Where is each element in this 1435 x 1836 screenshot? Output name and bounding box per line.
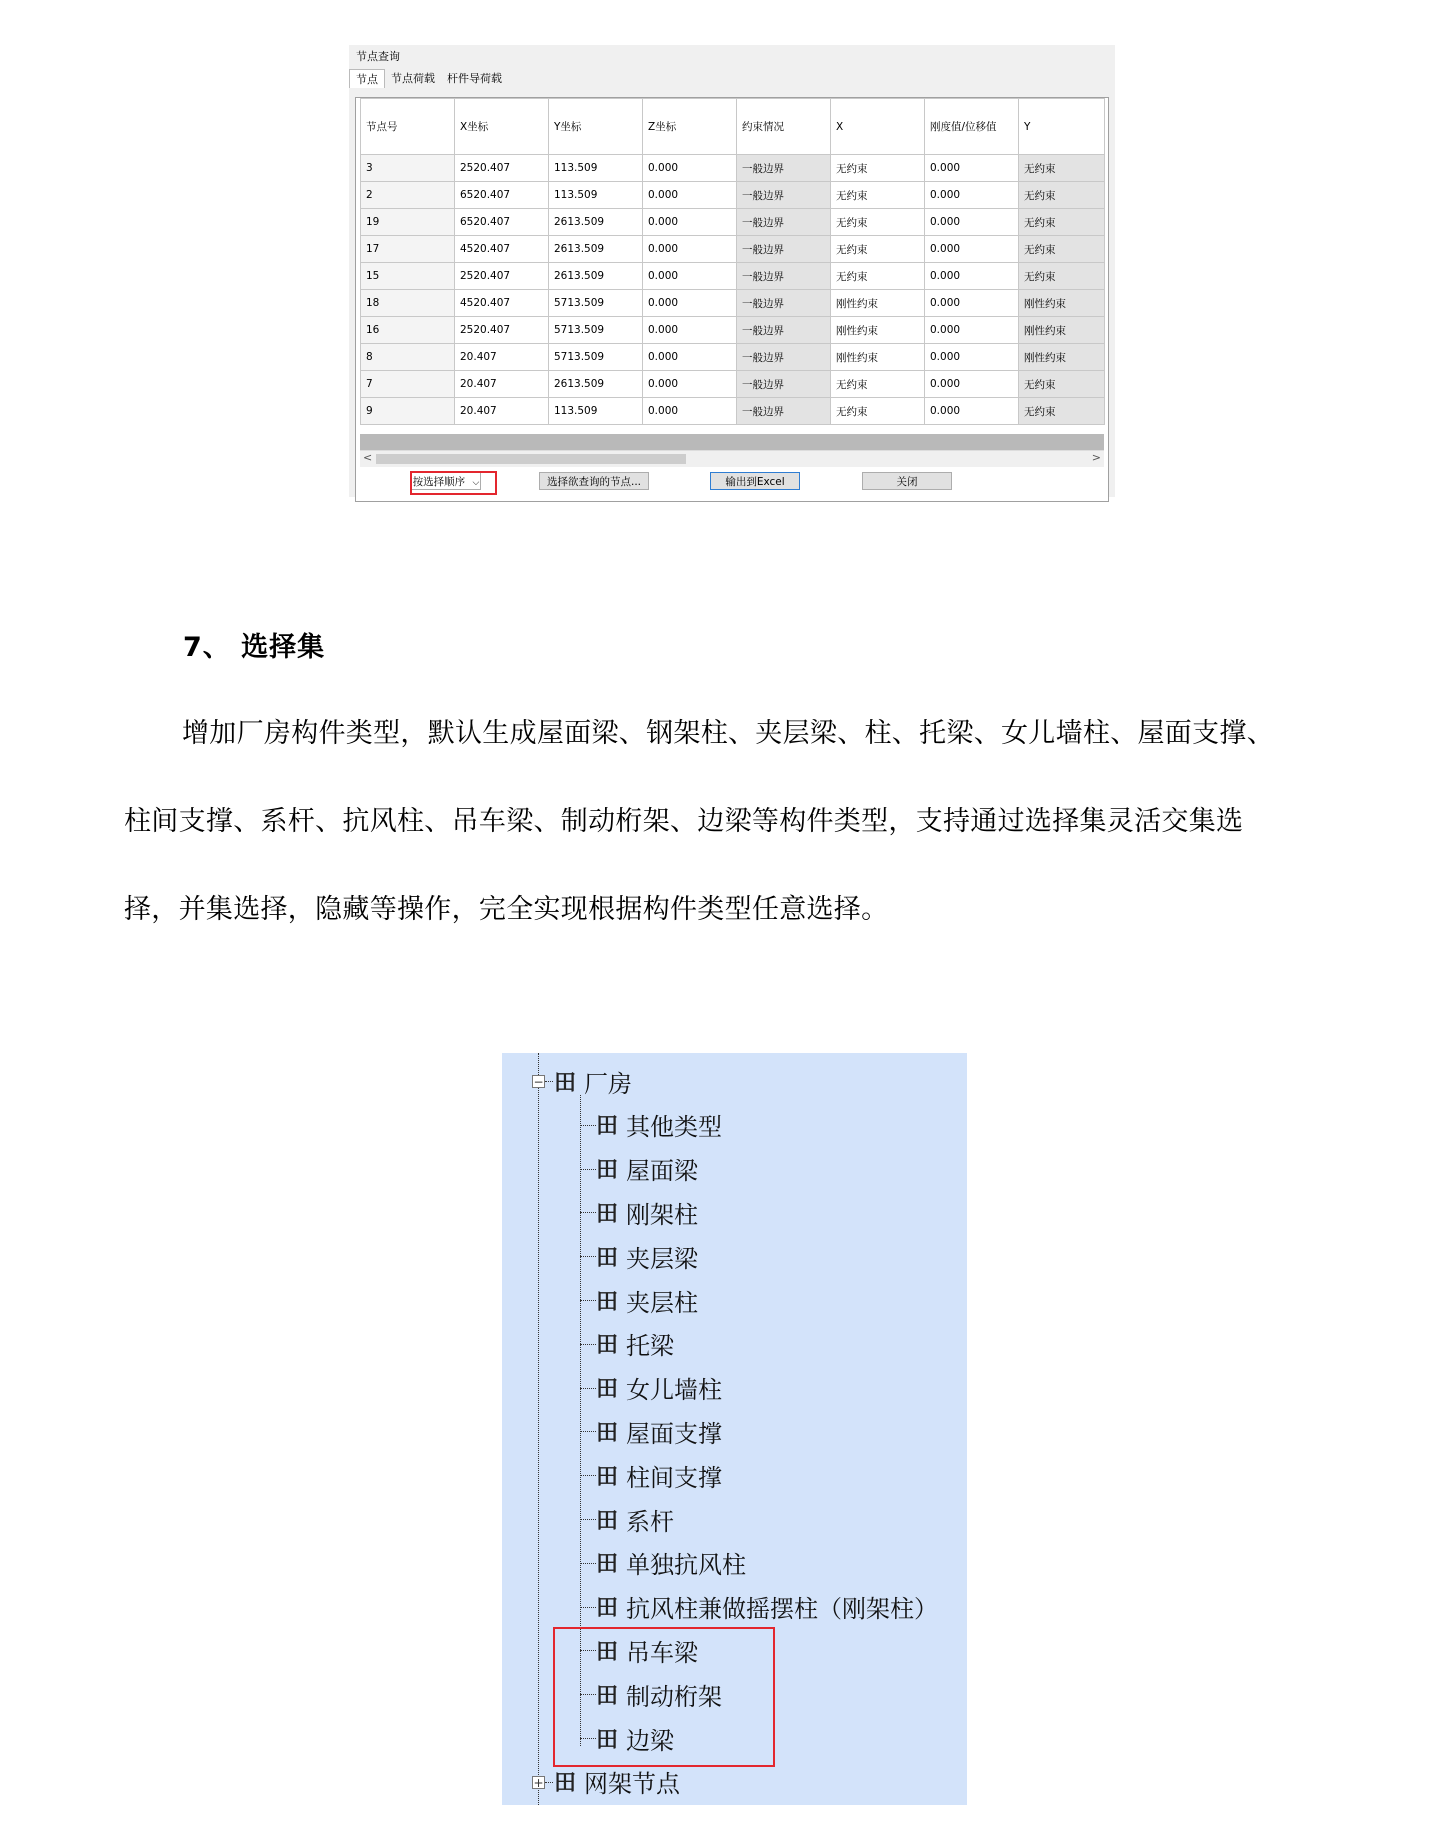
tree-guide-line — [580, 1388, 596, 1389]
tree-node-child[interactable] — [596, 1548, 746, 1578]
table-cell[interactable]: 0.000 — [925, 290, 1019, 317]
col-header-x[interactable]: X — [831, 99, 925, 155]
tree-guide-line — [580, 1519, 596, 1520]
table-cell[interactable]: 6520.407 — [455, 209, 549, 236]
table-cell[interactable]: 无约束 — [831, 236, 925, 263]
tab-member-loads[interactable]: 杆件导荷载 — [447, 72, 502, 85]
col-header-x-coord[interactable]: X坐标 — [455, 99, 549, 155]
grid-node-icon: 田 — [596, 1596, 619, 1622]
table-cell[interactable]: 一般边界 — [737, 155, 831, 182]
tree-node-child-label: 屋面梁 — [626, 1157, 699, 1186]
grid-node-icon: 田 — [596, 1464, 619, 1490]
tree-node-grid-joints[interactable] — [554, 1767, 680, 1797]
table-cell[interactable]: 0.000 — [643, 263, 737, 290]
col-header-stiffness[interactable]: 刚度值/位移值 — [925, 99, 1019, 155]
table-cell[interactable]: 0.000 — [643, 209, 737, 236]
grid-node-icon: 田 — [596, 1245, 619, 1271]
table-cell[interactable]: 5713.509 — [549, 290, 643, 317]
tree-guide-line — [545, 1081, 553, 1082]
table-cell[interactable]: 0.000 — [643, 290, 737, 317]
tree-node-child-label: 边梁 — [626, 1726, 675, 1755]
grid-node-icon: 田 — [596, 1158, 619, 1184]
table-cell[interactable]: 无约束 — [1019, 209, 1105, 236]
tree-guide-line — [580, 1169, 596, 1170]
grid-node-icon: 田 — [596, 1114, 619, 1140]
tree-node-child[interactable] — [596, 1197, 698, 1227]
table-row[interactable] — [361, 290, 1105, 317]
tree-node-grid-joints-label: 网架节点 — [584, 1770, 681, 1799]
scrollbar-thumb[interactable] — [376, 454, 686, 464]
table-cell[interactable]: 0.000 — [925, 398, 1019, 425]
table-cell[interactable]: 7 — [361, 371, 455, 398]
table-row[interactable] — [361, 263, 1105, 290]
tree-node-grid-joints-expander-icon[interactable]: + — [533, 1775, 544, 1790]
table-cell[interactable]: 刚性约束 — [1019, 290, 1105, 317]
table-cell[interactable]: 5713.509 — [549, 344, 643, 371]
table-cell[interactable]: 9 — [361, 398, 455, 425]
table-cell[interactable]: 0.000 — [643, 371, 737, 398]
table-header-row — [361, 99, 1105, 155]
table-cell[interactable]: 刚性约束 — [1019, 344, 1105, 371]
tree-node-child-label: 吊车梁 — [626, 1638, 699, 1667]
tree-guide-line — [580, 1256, 596, 1257]
table-cell[interactable]: 2520.407 — [455, 155, 549, 182]
table-cell[interactable]: 一般边界 — [737, 182, 831, 209]
tree-node-child-label: 系杆 — [626, 1507, 675, 1536]
grid-node-icon: 田 — [596, 1289, 619, 1315]
tree-node-child[interactable] — [596, 1373, 722, 1403]
highlight-box-sort — [410, 471, 497, 495]
tree-guide-line — [580, 1300, 596, 1301]
col-header-node-id[interactable]: 节点号 — [361, 99, 455, 155]
table-cell[interactable]: 无约束 — [1019, 236, 1105, 263]
table-cell[interactable]: 15 — [361, 263, 455, 290]
tree-node-child[interactable] — [596, 1154, 698, 1184]
table-cell[interactable]: 113.509 — [549, 182, 643, 209]
close-button[interactable]: 关闭 — [862, 472, 952, 490]
tree-node-child-label: 柱间支撑 — [626, 1463, 723, 1492]
table-cell[interactable]: 刚性约束 — [1019, 317, 1105, 344]
tree-node-child-label: 夹层梁 — [626, 1244, 699, 1273]
table-cell[interactable]: 无约束 — [1019, 182, 1105, 209]
horizontal-scrollbar[interactable] — [360, 450, 1104, 467]
table-cell[interactable]: 0.000 — [643, 398, 737, 425]
col-header-y[interactable]: Y — [1019, 99, 1105, 155]
table-cell[interactable]: 0.000 — [643, 344, 737, 371]
tree-node-child[interactable] — [596, 1241, 698, 1271]
table-cell[interactable]: 19 — [361, 209, 455, 236]
table-cell[interactable]: 113.509 — [549, 155, 643, 182]
table-cell[interactable]: 一般边界 — [737, 317, 831, 344]
table-cell[interactable]: 一般边界 — [737, 344, 831, 371]
section-heading: 7、 选择集 — [183, 632, 326, 663]
grid-node-icon: 田 — [596, 1683, 619, 1709]
table-cell[interactable]: 0.000 — [925, 155, 1019, 182]
tree-guide-line — [580, 1344, 596, 1345]
table-cell[interactable]: 16 — [361, 317, 455, 344]
table-cell[interactable]: 4520.407 — [455, 290, 549, 317]
tree-guide-line — [580, 1212, 596, 1213]
col-header-y-coord[interactable]: Y坐标 — [549, 99, 643, 155]
table-cell[interactable]: 刚性约束 — [831, 290, 925, 317]
table-cell[interactable]: 6520.407 — [455, 182, 549, 209]
tree-node-child[interactable] — [596, 1592, 938, 1622]
table-empty-area — [360, 434, 1104, 450]
tree-node-child[interactable] — [596, 1460, 722, 1490]
tree-node-workshop-expander-icon[interactable]: − — [533, 1075, 544, 1089]
table-cell[interactable]: 无约束 — [1019, 155, 1105, 182]
tree-node-child-label: 女儿墙柱 — [626, 1376, 723, 1405]
tree-node-workshop[interactable] — [554, 1066, 632, 1096]
scroll-left-icon[interactable]: < — [363, 451, 373, 464]
table-cell[interactable]: 0.000 — [643, 317, 737, 344]
tree-guide-line — [545, 1782, 553, 1783]
table-cell[interactable]: 无约束 — [831, 371, 925, 398]
table-cell[interactable]: 2613.509 — [549, 236, 643, 263]
tree-node-child-label: 其他类型 — [626, 1113, 723, 1142]
tree-node-child-label: 夹层柱 — [626, 1288, 699, 1317]
table-cell[interactable]: 无约束 — [1019, 371, 1105, 398]
table-cell[interactable]: 一般边界 — [737, 236, 831, 263]
table-cell[interactable]: 0.000 — [925, 263, 1019, 290]
table-cell[interactable]: 0.000 — [925, 317, 1019, 344]
table-row[interactable] — [361, 398, 1105, 425]
tree-node-workshop-label: 厂房 — [584, 1069, 633, 1098]
col-header-constraint[interactable]: 约束情况 — [737, 99, 831, 155]
table-cell[interactable]: 0.000 — [925, 236, 1019, 263]
table-cell[interactable]: 一般边界 — [737, 209, 831, 236]
table-cell[interactable]: 3 — [361, 155, 455, 182]
tree-node-child-label: 制动桁架 — [626, 1682, 723, 1711]
grid-node-icon: 田 — [596, 1420, 619, 1446]
table-cell[interactable]: 0.000 — [925, 371, 1019, 398]
tree-node-child-label: 抗风柱兼做摇摆柱（刚架柱） — [626, 1595, 939, 1624]
col-header-z-coord[interactable]: Z坐标 — [643, 99, 737, 155]
node-table — [360, 98, 1105, 425]
table-cell[interactable]: 刚性约束 — [831, 317, 925, 344]
dialog-title: 节点查询 — [356, 50, 400, 63]
table-cell[interactable]: 无约束 — [831, 263, 925, 290]
tree-node-child[interactable] — [596, 1285, 698, 1315]
sort-order-value: 按选择顺序 — [412, 476, 466, 488]
tree-node-child-label: 单独抗风柱 — [626, 1551, 747, 1580]
tree-node-child[interactable] — [596, 1416, 722, 1446]
table-cell[interactable]: 无约束 — [1019, 398, 1105, 425]
tree-guide-line — [580, 1431, 596, 1432]
table-cell[interactable]: 一般边界 — [737, 371, 831, 398]
table-cell[interactable]: 0.000 — [643, 155, 737, 182]
table-row[interactable] — [361, 209, 1105, 236]
tree-node-child-label: 屋面支撑 — [626, 1419, 723, 1448]
grid-node-icon: 田 — [554, 1070, 577, 1096]
table-cell[interactable]: 17 — [361, 236, 455, 263]
grid-node-icon: 田 — [596, 1552, 619, 1578]
table-cell[interactable]: 无约束 — [831, 182, 925, 209]
table-cell[interactable]: 2520.407 — [455, 317, 549, 344]
dialog-button-bar — [349, 469, 1115, 495]
table-cell[interactable]: 5713.509 — [549, 317, 643, 344]
table-cell[interactable]: 2520.407 — [455, 263, 549, 290]
table-cell[interactable]: 0.000 — [925, 182, 1019, 209]
table-cell[interactable]: 无约束 — [831, 155, 925, 182]
chevron-down-icon: ⌵ — [472, 478, 480, 488]
table-row[interactable] — [361, 182, 1105, 209]
table-cell[interactable]: 刚性约束 — [831, 344, 925, 371]
grid-node-icon: 田 — [596, 1333, 619, 1359]
table-cell[interactable]: 20.407 — [455, 344, 549, 371]
node-table-frame — [355, 97, 1109, 502]
grid-node-icon: 田 — [596, 1377, 619, 1403]
tree-node-child[interactable] — [596, 1504, 674, 1534]
table-cell[interactable]: 2613.509 — [549, 209, 643, 236]
table-row[interactable] — [361, 155, 1105, 182]
node-query-dialog — [349, 45, 1115, 497]
table-cell[interactable]: 0.000 — [643, 182, 737, 209]
table-cell[interactable]: 0.000 — [643, 236, 737, 263]
table-row[interactable] — [361, 344, 1105, 371]
highlight-box-crane-items — [553, 1627, 775, 1767]
table-cell[interactable]: 4520.407 — [455, 236, 549, 263]
table-cell[interactable]: 18 — [361, 290, 455, 317]
table-cell[interactable]: 20.407 — [455, 371, 549, 398]
grid-node-icon: 田 — [596, 1639, 619, 1665]
scroll-right-icon[interactable]: > — [1091, 451, 1101, 464]
tree-guide-line — [580, 1125, 596, 1126]
tab-nodes[interactable]: 节点 — [349, 69, 385, 88]
export-excel-button[interactable]: 输出到Excel — [710, 472, 800, 490]
tree-guide-line — [538, 1053, 539, 1805]
table-cell[interactable]: 2613.509 — [549, 371, 643, 398]
table-cell[interactable]: 一般边界 — [737, 398, 831, 425]
tree-guide-line — [580, 1563, 596, 1564]
dialog-tabs — [349, 69, 508, 87]
select-nodes-button[interactable]: 选择欲查询的节点... — [539, 472, 649, 490]
table-cell[interactable]: 2613.509 — [549, 263, 643, 290]
table-cell[interactable]: 113.509 — [549, 398, 643, 425]
tree-node-child[interactable] — [596, 1110, 722, 1140]
table-cell[interactable]: 一般边界 — [737, 290, 831, 317]
tree-guide-line — [580, 1475, 596, 1476]
table-cell[interactable]: 无约束 — [1019, 263, 1105, 290]
tree-node-child[interactable] — [596, 1329, 674, 1359]
tab-node-loads[interactable]: 节点荷载 — [391, 72, 435, 85]
table-cell[interactable]: 2 — [361, 182, 455, 209]
table-cell[interactable]: 无约束 — [831, 209, 925, 236]
table-cell[interactable]: 无约束 — [831, 398, 925, 425]
table-cell[interactable]: 0.000 — [925, 209, 1019, 236]
table-row[interactable] — [361, 236, 1105, 263]
table-cell[interactable]: 8 — [361, 344, 455, 371]
table-cell[interactable]: 20.407 — [455, 398, 549, 425]
table-row[interactable] — [361, 371, 1105, 398]
tree-node-child-label: 刚架柱 — [626, 1200, 699, 1229]
table-cell[interactable]: 一般边界 — [737, 263, 831, 290]
tree-guide-line — [580, 1607, 596, 1608]
component-type-tree — [502, 1053, 967, 1805]
grid-node-icon: 田 — [596, 1727, 619, 1753]
table-row[interactable] — [361, 317, 1105, 344]
table-cell[interactable]: 0.000 — [925, 344, 1019, 371]
tree-node-child-label: 托梁 — [626, 1332, 675, 1361]
grid-node-icon: 田 — [596, 1201, 619, 1227]
section-paragraph: 增加厂房构件类型，默认生成屋面梁、钢架柱、夹层梁、柱、托梁、女儿墙柱、屋面支撑、柱间支撑、系杆、抗风柱、吊车梁、制动桁架、边梁等构件类型，支持通过选择集灵活交集选择，并集选择，隐藏等操作，完全实现根据构件类型任意选择。 — [124, 718, 1274, 925]
grid-node-icon: 田 — [554, 1771, 577, 1797]
grid-node-icon: 田 — [596, 1508, 619, 1534]
